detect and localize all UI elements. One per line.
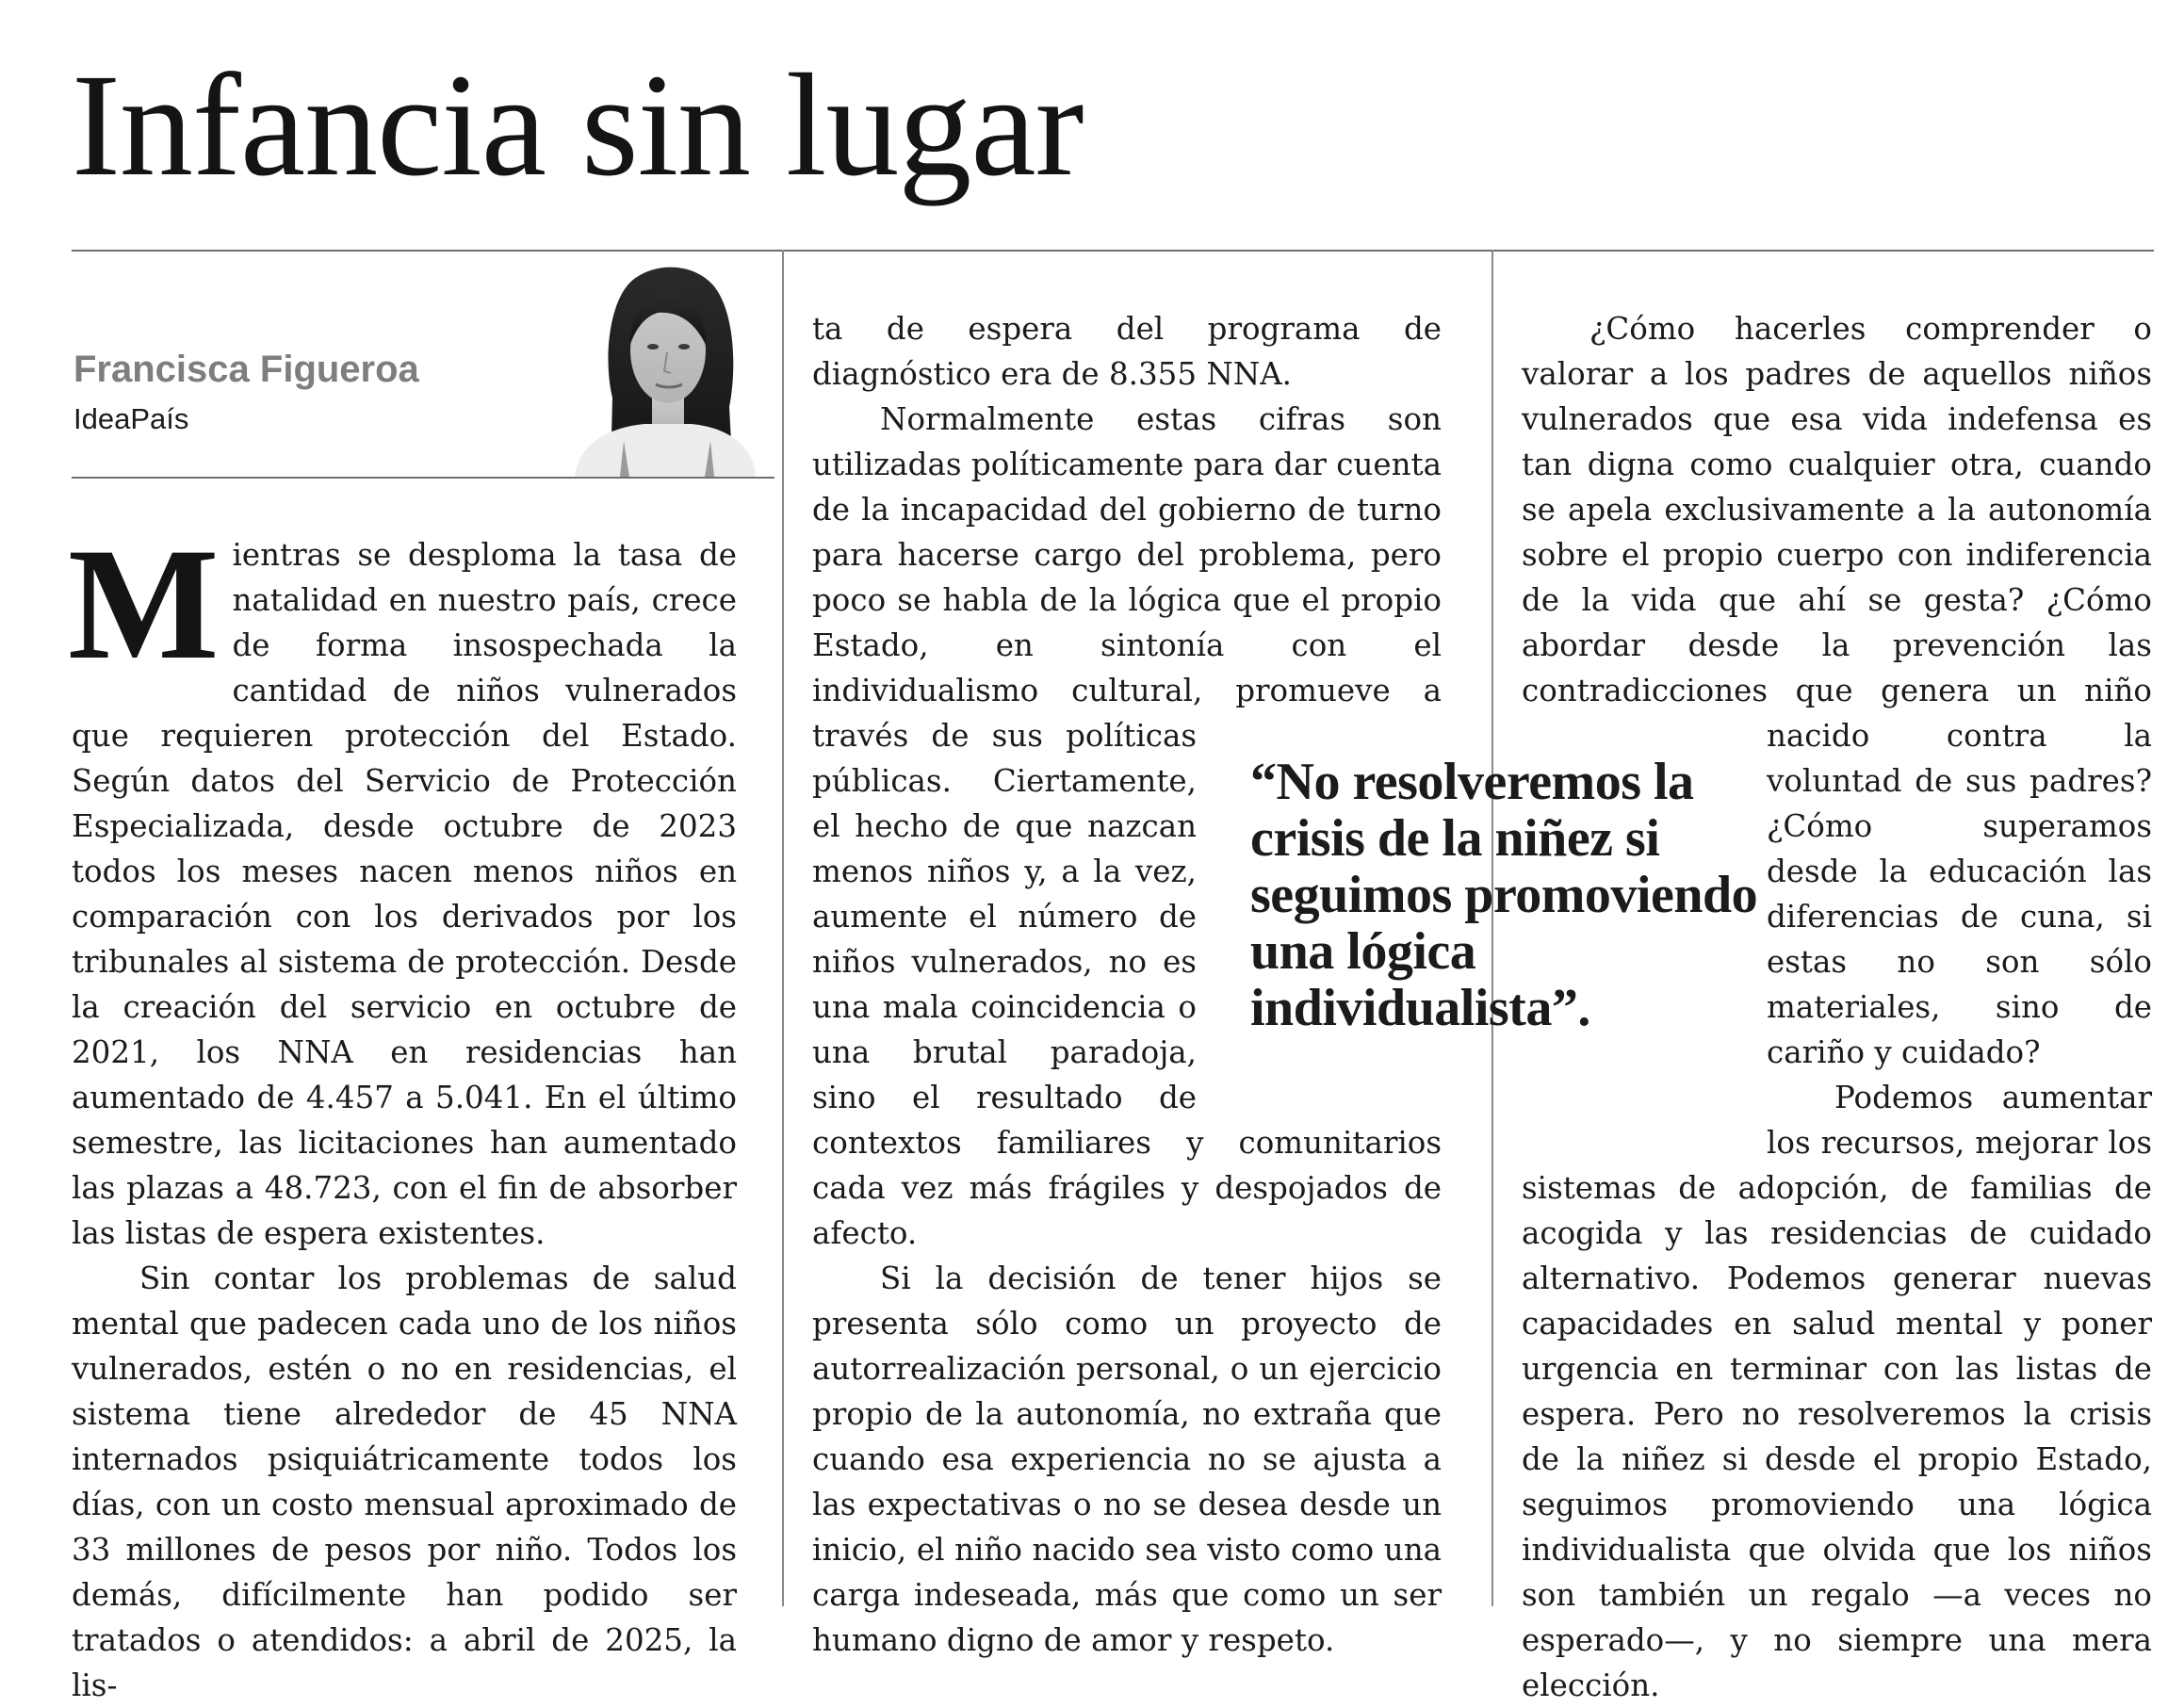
author-photo: [554, 256, 771, 477]
author-organization: IdeaPaís: [73, 402, 189, 435]
paragraph: ¿Cómo hacerles comprender o valorar a los padres de aquellos niños vulnerados que esa vida indefensa es tan digna como cualquier otra, cuando se apela exclusivamente a la autonomía sobre el propio cuerpo con indiferencia de la vida que ahí se gesta? ¿Cómo abordar desde la prevención las contradicciones que genera un niño nacido contra la voluntad de sus padres? ¿Cómo superamos desde la educación las diferencias de cuna, si estas no son sólo materiales, sino de cariño y cuidado?: [1522, 311, 2152, 1070]
paragraph: Podemos aumentar los recursos, mejorar los sistemas de adopción, de familias de acogida y las residencias de cuidado alternativo. Podemos generar nuevas capacidades en salud mental y poner urgencia en terminar con las listas de espera. Pero no resolveremos la crisis de la niñez si desde el propio Estado, seguimos promoviendo una lógica individualista que olvida que los niños son también un regalo —a veces no esperado—, y no siempre una mera elección.: [1522, 1080, 2152, 1703]
paragraph: Mientras se desploma la tasa de natalidad en nuestro país, crece de forma insospechada la cantidad de niños vulnerados que requieren protección del Estado. Según datos del Servicio de Protección Especializada, desde octubre de 2023 todos los meses nacen menos niños en comparación con los derivados por los tribunales al sistema de protección. Desde la creación del servicio en octubre de 2021, los NNA en residencias han aumentado de 4.457 a 5.041. En el último semestre, las licitaciones han aumentado las plazas a 48.723, con el fin de absorber las listas de espera existentes.: [68, 515, 737, 1251]
top-divider: [72, 250, 2154, 252]
paragraph: ta de espera del programa de diagnóstico era de 8.355 NNA.: [812, 311, 1442, 392]
column-divider-1: [782, 250, 784, 1606]
paragraph: Sin contar los problemas de salud mental que padecen cada uno de los niños vulnerados, estén o no en residencias, el sistema tiene alrededor de 45 NNA internados psiquiátricamente todos los días, con un costo mensual aproximado de 33 millones de pesos por niño. Todos los demás, difícilmente han podido ser tratados o atendidos: a abril de 2025, la lis-: [72, 1261, 737, 1703]
paragraph: Normalmente estas cifras son utilizadas políticamente para dar cuenta de la incapacidad del gobierno de turno para hacerse cargo del problema, pero poco se habla de la lógica que el propio Estado, en sintonía con el individualismo cultural, promueve a través de sus políticas públicas. Ciertamente, el hecho de que nazcan menos niños y, a la vez, aumente el número de niños vulnerados, no es una mala coincidencia o una brutal paradoja, sino el resultado de contextos familiares y comunitarios cada vez más frágiles y despojados de afecto.: [812, 401, 1442, 1251]
author-name: Francisca Figueroa: [73, 349, 419, 390]
headline: Infancia sin lugar: [72, 43, 1084, 206]
paragraph: Si la decisión de tener hijos se presenta sólo como un proyecto de autorrealización personal, o un ejercicio propio de la autonomía, no extraña que cuando esa experiencia no se ajusta a las expectativas o no se desea desde un inicio, el niño nacido sea visto como una carga indeseada, más que como un ser humano digno de amor y respeto.: [812, 1261, 1442, 1658]
byline-divider: [72, 477, 774, 479]
drop-cap: M: [68, 515, 220, 692]
article-column-1: [68, 515, 737, 1708]
pull-quote: “No resolveremos la crisis de la niñez si seguimos promoviendo una lógica individualista”.: [1250, 753, 1758, 1037]
